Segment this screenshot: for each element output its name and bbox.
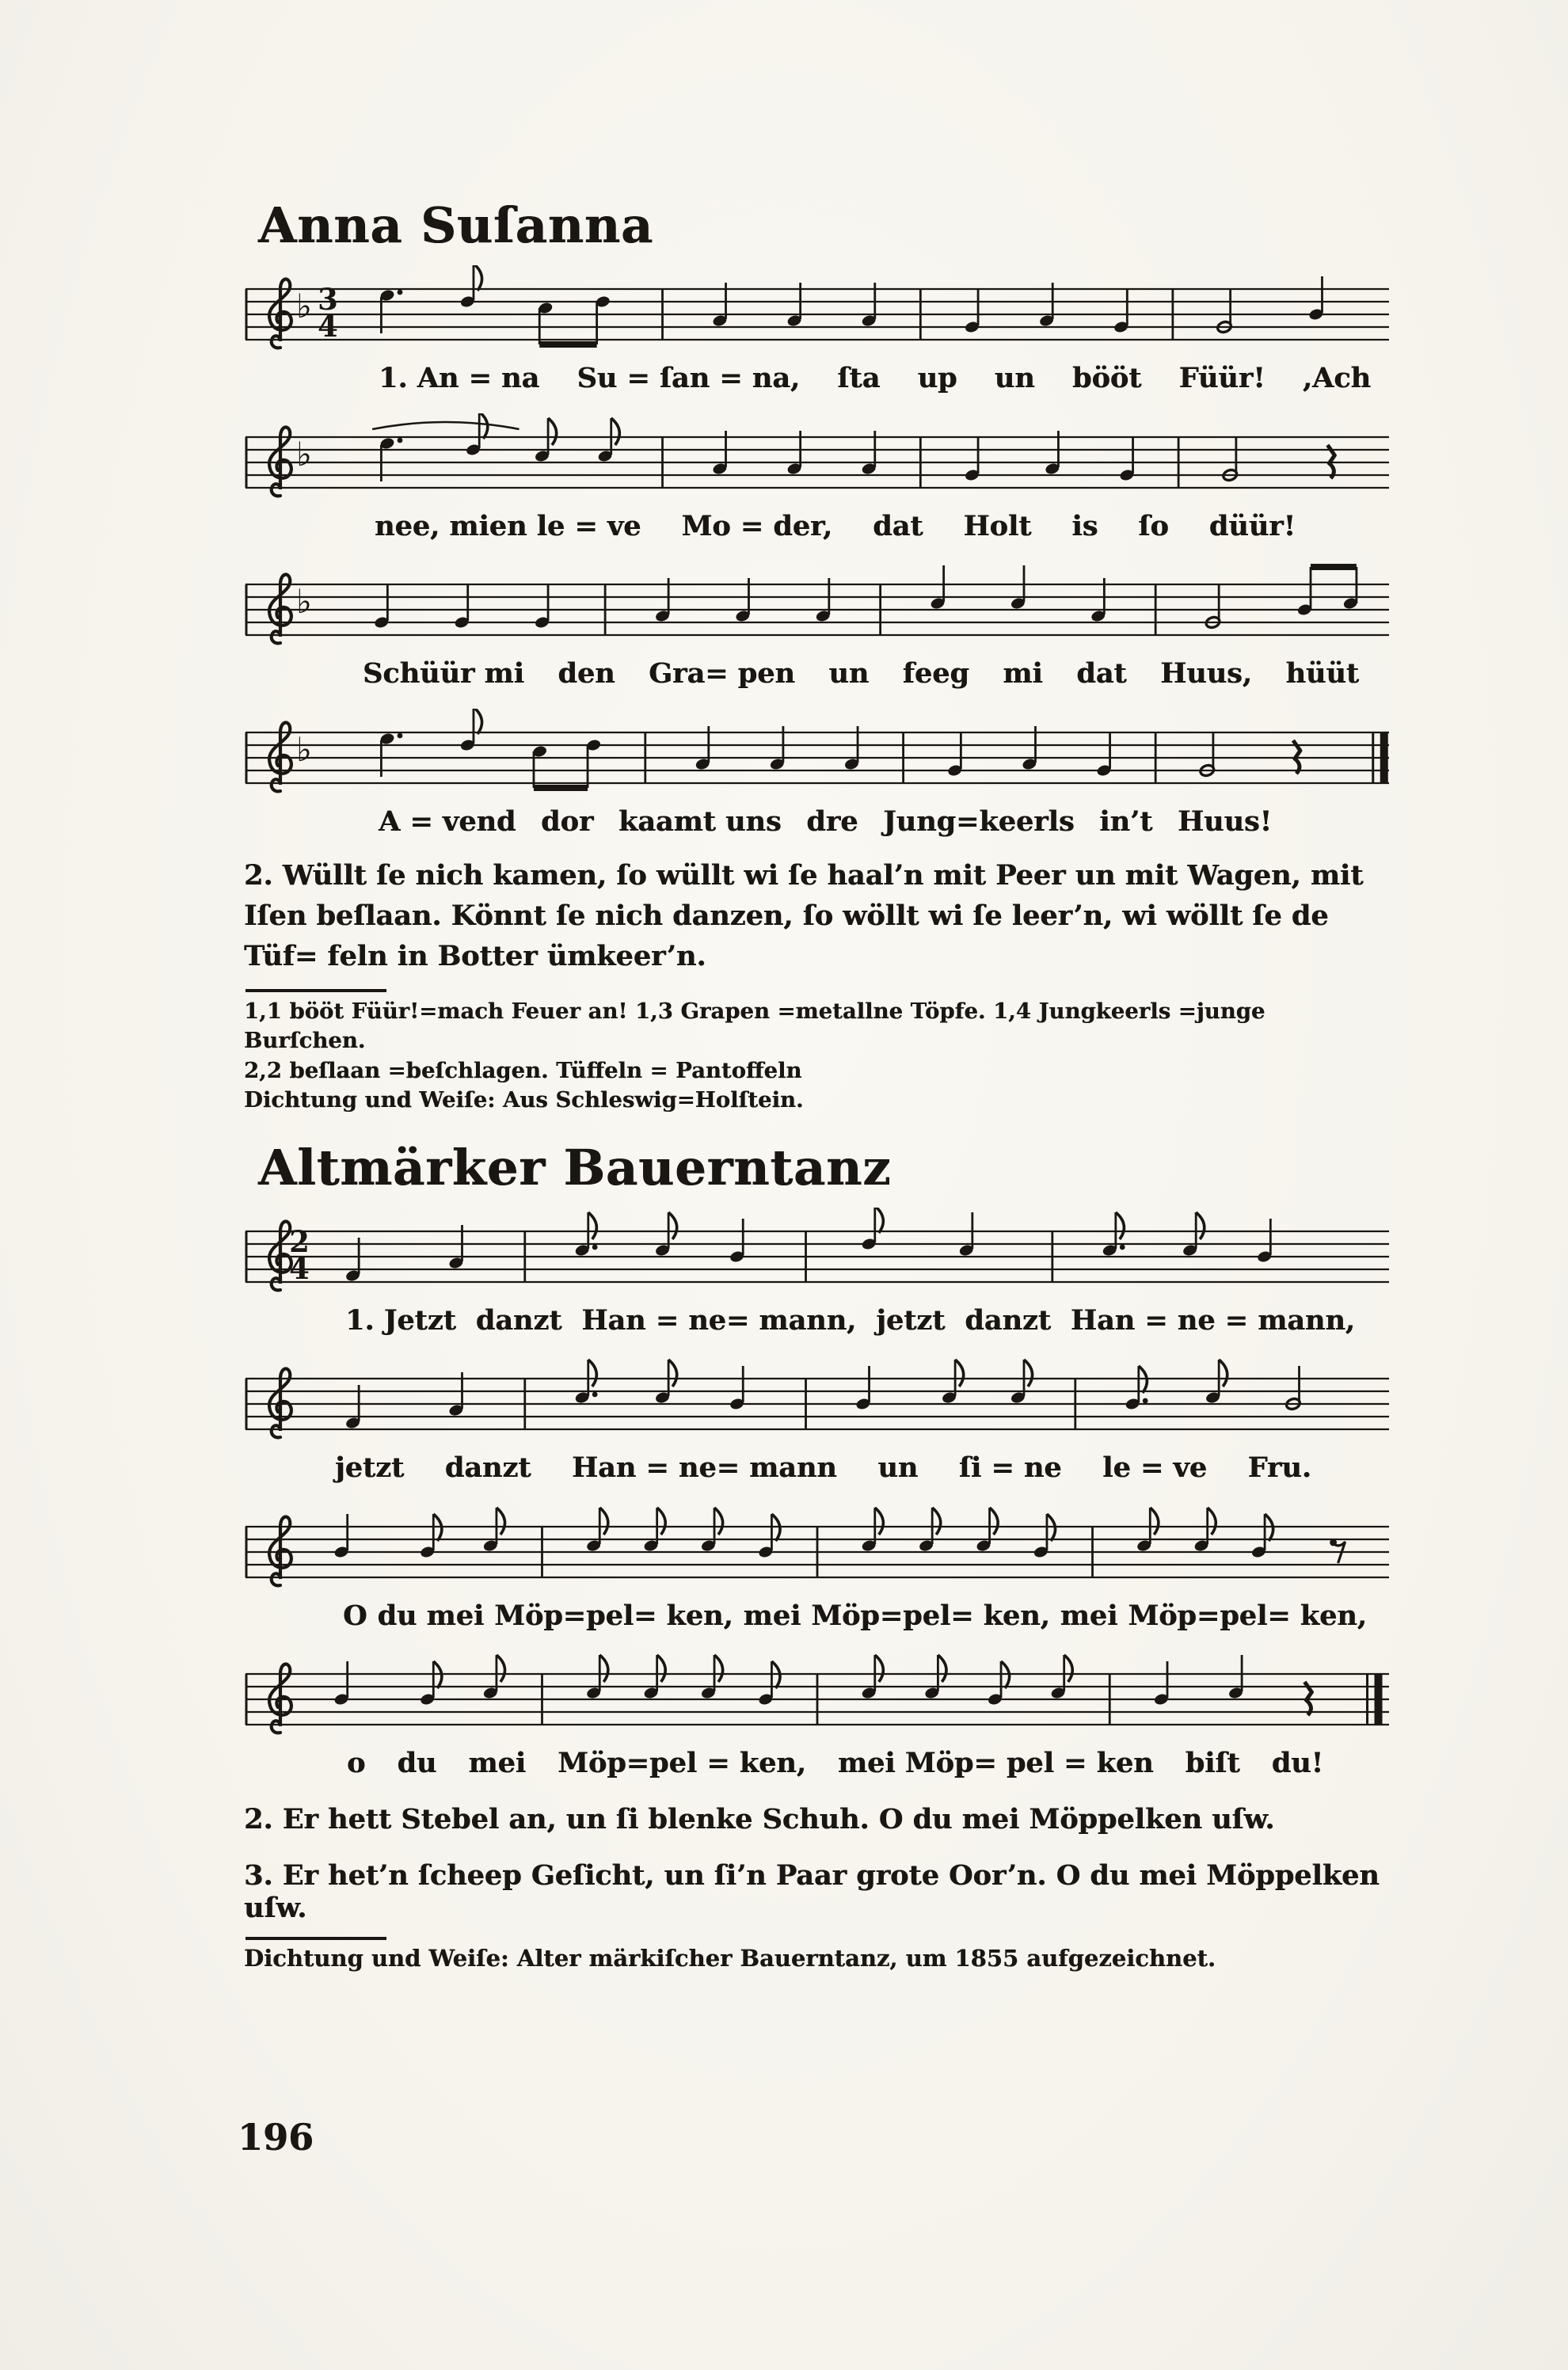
staff-system [244, 709, 1391, 838]
eighth-flag-icon [1116, 1212, 1125, 1239]
lyric-syllable: Han = ne = mann, [1070, 1303, 1355, 1337]
song2-verse-2: 2. Er hett Stebel an, un ſi blenke Schuh. O du mei Möppelken uſw. [244, 1802, 1275, 1836]
eighth-flag-icon [990, 1508, 999, 1535]
eighth-flag-icon [668, 1360, 677, 1387]
eighth-flag-icon [1024, 1360, 1033, 1387]
eighth-flag-icon [599, 1655, 608, 1682]
lyric-syllable: ,Ach [1302, 362, 1371, 394]
eighth-flag-icon [611, 418, 620, 445]
lyric-syllable: ſta [837, 362, 881, 394]
eighth-flag-icon [497, 1655, 505, 1682]
eighth-flag-icon [955, 1360, 964, 1387]
song2-staves [244, 1208, 1391, 1779]
lyric-syllable: un [828, 657, 870, 690]
lyric-syllable: den [558, 657, 615, 690]
staff-system [244, 1650, 1391, 1779]
eighth-flag-icon [479, 413, 488, 439]
eighth-flag-icon [474, 265, 482, 291]
staff-system [244, 413, 1391, 542]
song1-footnote-3: Dichtung und Weiſe: Aus Schleswig=Holſtein. [244, 1086, 804, 1113]
staff-system [244, 1355, 1391, 1484]
lyric-syllable: Huus! [1177, 805, 1272, 838]
lyrics-line [379, 363, 1371, 394]
lyric-syllable: Schüür mi [363, 657, 524, 690]
song2-footnote: Dichtung und Weiſe: Alter märkiſcher Bauerntanz, um 1855 aufgezeichnet. [244, 1944, 1216, 1972]
lyric-syllable: A = vend [379, 805, 516, 838]
staff-notation-svg [244, 709, 1391, 807]
lyric-syllable: le = ve [1102, 1451, 1208, 1485]
lyric-syllable: danzt [475, 1303, 562, 1337]
lyric-syllable: düür! [1208, 509, 1296, 542]
eighth-flag-icon [1150, 1508, 1159, 1535]
lyric-syllable: jetzt [876, 1303, 946, 1337]
time-signature: 3 [318, 282, 338, 317]
lyric-syllable: 1. An = na [379, 362, 540, 394]
lyrics-line [335, 1453, 1311, 1484]
lyric-syllable: biſt [1185, 1747, 1240, 1780]
lyric-syllable: Möp=pel= ken, [494, 1599, 733, 1632]
lyric-syllable: is [1071, 509, 1098, 542]
song-title-anna-susanna: Anna Suſanna [258, 196, 654, 254]
staff-notation-svg [244, 561, 1391, 659]
staff-notation-svg [244, 265, 1391, 363]
lyric-syllable: dor [541, 805, 594, 838]
eighth-flag-icon [1208, 1508, 1216, 1535]
lyrics-line [347, 1748, 1323, 1779]
eighth-flag-icon [657, 1655, 666, 1682]
staff-notation-svg [244, 1650, 1391, 1748]
eighth-flag-icon [875, 1508, 884, 1535]
lyric-syllable: ſi = ne [958, 1451, 1062, 1485]
song1-footnote-2: 2,2 beſlaan =beſchlagen. Tüffeln = Pantoffeln [244, 1057, 802, 1083]
song2-verse-3: 3. Er het’n ſcheep Geſicht, un ſi’n Paar grote Oor’n. O du mei Möppelken uſw. [244, 1858, 1380, 1924]
flat-sign-icon: ♭ [296, 287, 312, 325]
time-signature: 2 [289, 1223, 310, 1259]
song1-verse-2: 2. Wüllt ſe nich kamen, ſo wüllt wi ſe haal’n mit Peer un mit Wagen, mit Iſen beſlaan. Könnt ſe nich danzen, ſo wöllt wi ſe leer’n, wi wöllt ſe de Tüf= feln in Botter ümkeer’n. [244, 859, 1364, 972]
lyric-syllable: mei [468, 1747, 527, 1780]
lyric-syllable: mi [1003, 657, 1043, 690]
eighth-flag-icon [714, 1655, 723, 1682]
eighth-flag-icon [588, 1360, 597, 1387]
lyric-syllable: danzt [965, 1303, 1051, 1337]
lyric-syllable: Huus, [1160, 657, 1252, 690]
lyrics-line [345, 1303, 1355, 1337]
eighth-flag-icon [938, 1655, 946, 1682]
eighth-flag-icon [657, 1508, 666, 1535]
lyric-syllable: du mei [377, 1599, 485, 1632]
lyric-syllable: mei [743, 1599, 801, 1632]
lyric-syllable: Fru. [1247, 1451, 1311, 1485]
staff-system [244, 561, 1391, 690]
song1-staves [244, 265, 1391, 837]
eighth-flag-icon [714, 1508, 723, 1535]
lyric-syllable: O [343, 1599, 367, 1632]
time-signature: 4 [318, 309, 338, 344]
lyric-syllable: ſo [1138, 509, 1169, 542]
lyrics-line [343, 1601, 1367, 1632]
eighth-flag-icon [875, 1655, 884, 1682]
staff-system [244, 1208, 1391, 1337]
eighth-flag-icon [497, 1508, 505, 1535]
lyric-syllable: o [347, 1747, 366, 1780]
lyrics-line [363, 659, 1359, 690]
lyric-syllable: mei Möp= pel = ken [837, 1747, 1154, 1780]
lyric-syllable: jetzt [335, 1451, 405, 1485]
lyric-syllable: hüüt [1285, 657, 1359, 690]
page-content [244, 196, 1391, 1972]
flat-sign-icon: ♭ [296, 434, 312, 474]
lyric-syllable: bööt [1071, 362, 1142, 394]
eighth-flag-icon [932, 1508, 941, 1535]
eighth-flag-icon [474, 709, 482, 734]
lyric-syllable: Mo = der, [681, 509, 833, 542]
lyric-syllable: Gra= pen [649, 657, 795, 690]
staff-notation-svg [244, 1503, 1391, 1601]
lyric-syllable: Jung=keerls [883, 805, 1075, 838]
eighth-flag-icon [1219, 1360, 1227, 1387]
lyric-syllable: Füür! [1178, 362, 1265, 394]
eighth-flag-icon [668, 1212, 677, 1239]
lyric-syllable: Möp=pel= ken, [1128, 1599, 1367, 1632]
staff-notation-svg [244, 413, 1391, 512]
lyric-syllable: danzt [444, 1451, 531, 1485]
eighth-flag-icon [548, 418, 557, 445]
lyric-syllable: kaamt uns [618, 805, 782, 838]
lyric-syllable: Han = ne= mann, [581, 1303, 857, 1337]
lyric-syllable: nee, mien le = ve [375, 509, 641, 542]
footnote-rule [245, 989, 386, 992]
lyrics-line [379, 807, 1272, 838]
lyric-syllable: dre [806, 805, 858, 838]
time-signature: 4 [289, 1250, 310, 1286]
lyric-syllable: un [994, 362, 1035, 394]
song-title-altmaerker-bauerntanz: Altmärker Bauerntanz [258, 1138, 892, 1196]
eighth-flag-icon [1064, 1655, 1073, 1682]
eighth-flag-icon [599, 1508, 608, 1535]
lyrics-line [375, 509, 1296, 542]
footnote-rule [245, 1937, 386, 1940]
eighth-flag-icon [875, 1208, 884, 1233]
lyric-syllable: Su = ſan = na, [577, 362, 801, 394]
flat-sign-icon: ♭ [296, 729, 312, 769]
staff-system [244, 265, 1391, 394]
lyric-syllable: up [917, 362, 957, 394]
lyric-syllable: Holt [963, 509, 1032, 542]
lyric-syllable: feeg [902, 657, 969, 690]
staff-notation-svg [244, 1208, 1391, 1306]
lyric-syllable: dat [1076, 657, 1127, 690]
lyric-syllable: 1. Jetzt [345, 1303, 456, 1337]
eighth-flag-icon [1196, 1212, 1205, 1239]
staff-notation-svg [244, 1355, 1391, 1453]
lyric-syllable: du! [1271, 1747, 1323, 1780]
lyric-syllable: du [397, 1747, 437, 1780]
flat-sign-icon: ♭ [296, 582, 312, 621]
staff-system [244, 1503, 1391, 1632]
lyric-syllable: in’t [1099, 805, 1153, 838]
lyric-syllable: Möp=pel= ken, [811, 1599, 1050, 1632]
lyric-syllable: mei [1060, 1599, 1118, 1632]
page-number: 196 [238, 2116, 314, 2159]
song1-footnote-1: 1,1 bööt Füür!=mach Feuer an! 1,3 Grapen =metallne Töpfe. 1,4 Jungkeerls =junge Burſchen. [244, 999, 1265, 1054]
lyric-syllable: un [877, 1451, 919, 1485]
eighth-flag-icon [588, 1212, 597, 1239]
lyric-syllable: dat [873, 509, 923, 542]
lyric-syllable: Möp=pel = ken, [558, 1747, 806, 1780]
lyric-syllable: Han = ne= mann [571, 1451, 837, 1485]
